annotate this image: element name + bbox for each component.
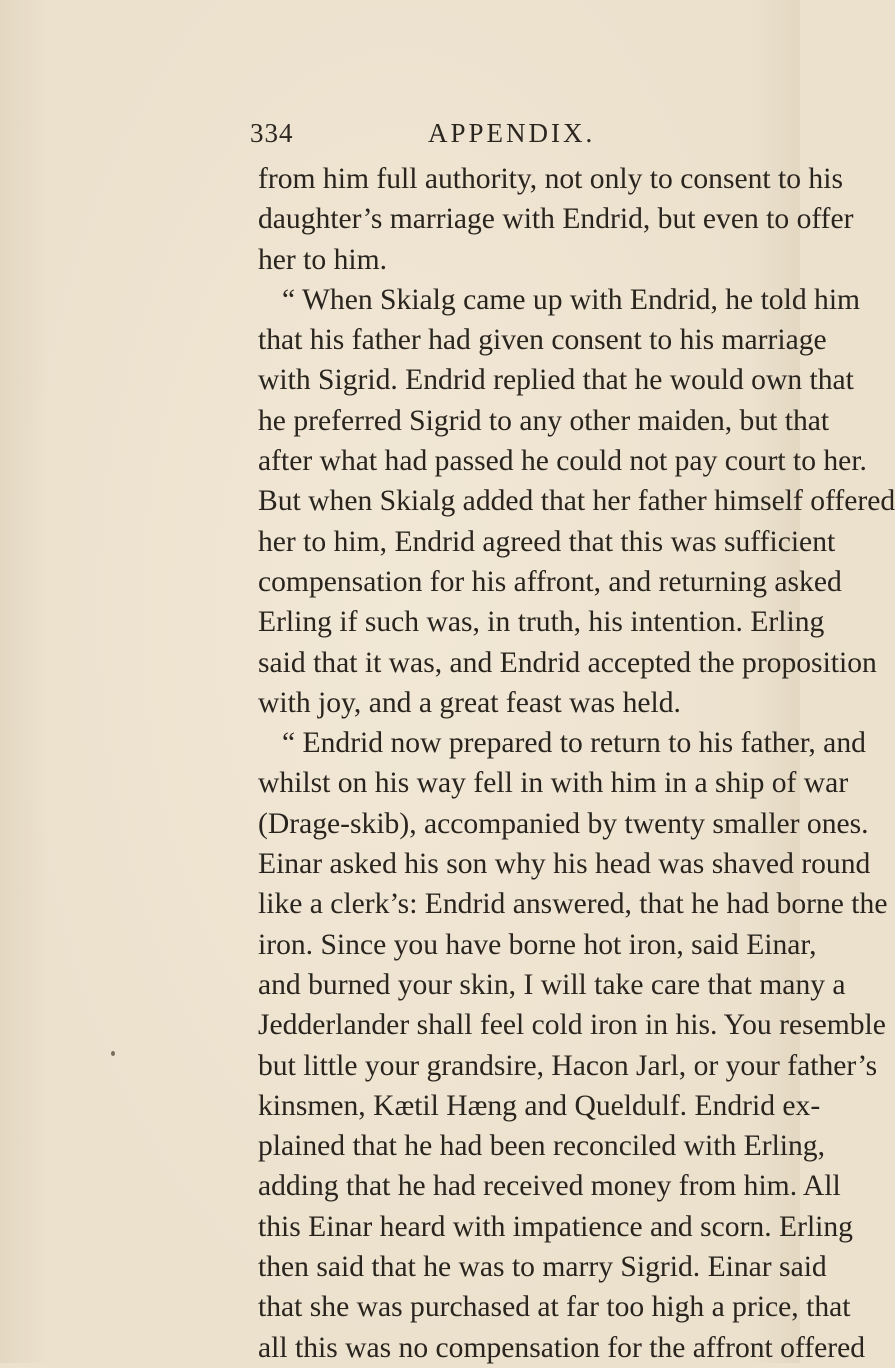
page-number: 334: [250, 118, 294, 148]
text-line: adding that he had received money from him. All: [258, 1170, 841, 1203]
text-line: Einar asked his son why his head was shaved round: [258, 848, 871, 881]
text-line: whilst on his way fell in with him in a ship of war: [258, 767, 849, 800]
running-title: APPENDIX.: [428, 118, 596, 148]
text-line: kinsmen, Kætil Hæng and Queldulf. Endrid ex-: [258, 1089, 821, 1122]
text-line: with Sigrid. Endrid replied that he would own that: [258, 364, 854, 397]
text-line: (Drage-skib), accompanied by twenty smaller ones.: [258, 807, 869, 840]
text-line: said that it was, and Endrid accepted the proposition: [258, 646, 877, 679]
text-line: But when Skialg added that her father himself offered: [258, 485, 895, 518]
text-line: her to him.: [258, 243, 388, 276]
text-line: that his father had given consent to his marriage: [258, 324, 827, 357]
text-line: all this was no compensation for the affront offered: [258, 1331, 866, 1364]
text-line: daughter’s marriage with Endrid, but even to offer: [258, 203, 854, 236]
running-head: [0, 118, 800, 158]
text-line: with joy, and a great feast was held.: [258, 686, 681, 719]
text-line: plained that he had been reconciled with Erling,: [258, 1130, 826, 1163]
text-line: like a clerk’s: Endrid answered, that he had borne the: [258, 888, 888, 921]
text-line: Erling if such was, in truth, his intention. Erling: [258, 606, 825, 639]
text-line: Jedderlander shall feel cold iron in his. You resemble: [258, 1009, 886, 1042]
text-line: then said that he was to marry Sigrid. Einar said: [258, 1251, 827, 1284]
text-line: “ Endrid now prepared to return to his father, and: [282, 727, 866, 760]
text-line: from him full authority, not only to consent to his: [258, 163, 843, 195]
text-line: that she was purchased at far too high a price, that: [258, 1291, 851, 1324]
text-line: her to him, Endrid agreed that this was sufficient: [258, 525, 836, 558]
text-line: but little your grandsire, Hacon Jarl, or your father’s: [258, 1049, 878, 1082]
body-text: [258, 159, 895, 1368]
text-line: after what had passed he could not pay court to her.: [258, 445, 867, 478]
paper-speck: [111, 1051, 115, 1056]
text-line: and burned your skin, I will take care that many a: [258, 968, 846, 1001]
text-line: this Einar heard with impatience and scorn. Erling: [258, 1210, 853, 1243]
text-line: “ When Skialg came up with Endrid, he told him: [282, 283, 861, 316]
text-line: iron. Since you have borne hot iron, said Einar,: [258, 928, 817, 961]
text-line: he preferred Sigrid to any other maiden, but that: [258, 404, 830, 437]
text-line: compensation for his affront, and returning asked: [258, 565, 842, 598]
